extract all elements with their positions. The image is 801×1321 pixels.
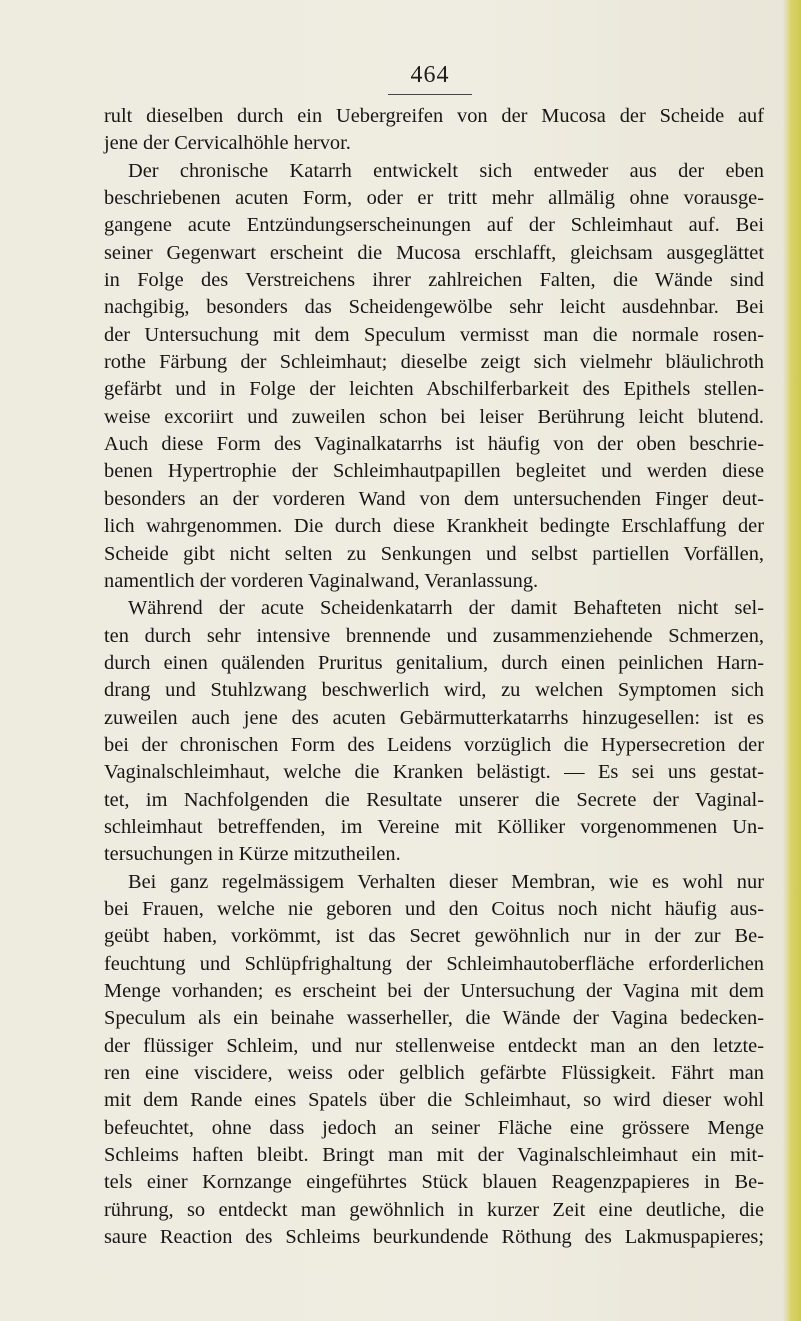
- text-line: ren eine viscidere, weiss oder gelblich gefärbte Flüssigkeit. Fährt man: [104, 1062, 764, 1085]
- text-line: der flüssiger Schleim, und nur stellenweise entdeckt man an den letzte-: [104, 1034, 764, 1057]
- text-line: befeuchtet, ohne dass jedoch an seiner Fläche eine grössere Menge: [104, 1116, 764, 1139]
- text-line: tels einer Kornzange eingeführtes Stück blauen Reagenzpapieres in Be-: [104, 1171, 764, 1194]
- text-line: schleimhaut betreffenden, im Vereine mit Kölliker vorgenommenen Un-: [104, 815, 764, 838]
- text-line: Menge vorhanden; es erscheint bei der Untersuchung der Vagina mit dem: [104, 980, 764, 1002]
- text-line: Auch diese Form des Vaginalkatarrhs ist häufig von der oben beschrie-: [104, 433, 764, 456]
- text-line: rührung, so entdeckt man gewöhnlich in kurzer Zeit eine deutliche, die: [104, 1198, 764, 1221]
- text-line: rothe Färbung der Schleimhaut; dieselbe zeigt sich vielmehr bläulichroth: [104, 351, 764, 374]
- text-line: bei der chronischen Form des Leidens vorzüglich die Hypersecretion der: [104, 733, 764, 756]
- text-line: Während der acute Scheidenkatarrh der damit Behafteten nicht sel-: [128, 597, 764, 620]
- text-line: jene der Cervicalhöhle hervor.: [104, 132, 351, 155]
- text-line: seiner Gegenwart erscheint die Mucosa erschlafft, gleichsam ausgeglättet: [104, 241, 764, 264]
- text-line: bei Frauen, welche nie geboren und den Coitus noch nicht häufig aus-: [104, 897, 764, 920]
- page-number: 464: [410, 62, 450, 88]
- text-line: gefärbt und in Folge der leichten Abschilferbarkeit des Epithels stellen-: [104, 378, 764, 401]
- page-number-underline: [388, 94, 472, 95]
- text-line: der Untersuchung mit dem Speculum vermisst man die normale rosen-: [104, 323, 764, 346]
- text-line: mit dem Rande eines Spatels über die Schleimhaut, so wird dieser wohl: [104, 1089, 764, 1112]
- text-line: durch einen quälenden Pruritus genitalium, durch einen peinlichen Harn-: [104, 651, 764, 674]
- text-line: benen Hypertrophie der Schleimhautpapillen begleitet und werden diese: [104, 460, 764, 483]
- text-line: weise excoriirt und zuweilen schon bei leiser Berührung leicht blutend.: [104, 405, 764, 428]
- text-line: besonders an der vorderen Wand von dem untersuchenden Finger deut-: [104, 487, 764, 510]
- page-edge-strip: [783, 0, 801, 1321]
- text-line: tet, im Nachfolgenden die Resultate unserer die Secrete der Vaginal-: [104, 788, 764, 811]
- text-line: nachgibig, besonders das Scheidengewölbe sehr leicht ausdehnbar. Bei: [104, 296, 764, 319]
- text-line: ten durch sehr intensive brennende und zusammenziehende Schmerzen,: [104, 624, 764, 647]
- text-line: Scheide gibt nicht selten zu Senkungen und selbst partiellen Vorfällen,: [104, 542, 764, 565]
- text-line: saure Reaction des Schleims beurkundende Röthung des Lakmuspapieres;: [104, 1226, 764, 1249]
- text-line: rult dieselben durch ein Uebergreifen von der Mucosa der Scheide auf: [104, 105, 764, 127]
- text-line: lich wahrgenommen. Die durch diese Krankheit bedingte Erschlaffung der: [104, 515, 764, 538]
- text-line: Bei ganz regelmässigem Verhalten dieser Membran, wie es wohl nur: [128, 870, 764, 893]
- text-line: namentlich der vorderen Vaginalwand, Veranlassung.: [104, 569, 539, 592]
- text-line: tersuchungen in Kürze mitzutheilen.: [104, 843, 401, 866]
- text-line: Der chronische Katarrh entwickelt sich entweder aus der eben: [128, 159, 764, 182]
- text-line: Vaginalschleimhaut, welche die Kranken belästigt. — Es sei uns gestat-: [104, 761, 764, 784]
- text-line: beschriebenen acuten Form, oder er tritt mehr allmälig ohne vorausge-: [104, 187, 764, 210]
- text-line: geübt haben, vorkömmt, ist das Secret gewöhnlich nur in der zur Be-: [104, 925, 764, 948]
- text-line: zuweilen auch jene des acuten Gebärmutterkatarrhs hinzugesellen: ist es: [104, 706, 764, 729]
- body-text: [104, 103, 764, 1251]
- text-line: in Folge des Verstreichens ihrer zahlreichen Falten, die Wände sind: [104, 269, 764, 292]
- text-line: Schleims haften bleibt. Bringt man mit der Vaginalschleimhaut ein mit-: [104, 1144, 764, 1167]
- text-line: Speculum als ein beinahe wasserheller, die Wände der Vagina bedecken-: [104, 1007, 764, 1030]
- text-line: gangene acute Entzündungserscheinungen auf der Schleimhaut auf. Bei: [104, 214, 764, 237]
- text-line: feuchtung und Schlüpfrighaltung der Schleimhautoberfläche erforderlichen: [104, 952, 764, 975]
- text-line: drang und Stuhlzwang beschwerlich wird, zu welchen Symptomen sich: [104, 679, 764, 702]
